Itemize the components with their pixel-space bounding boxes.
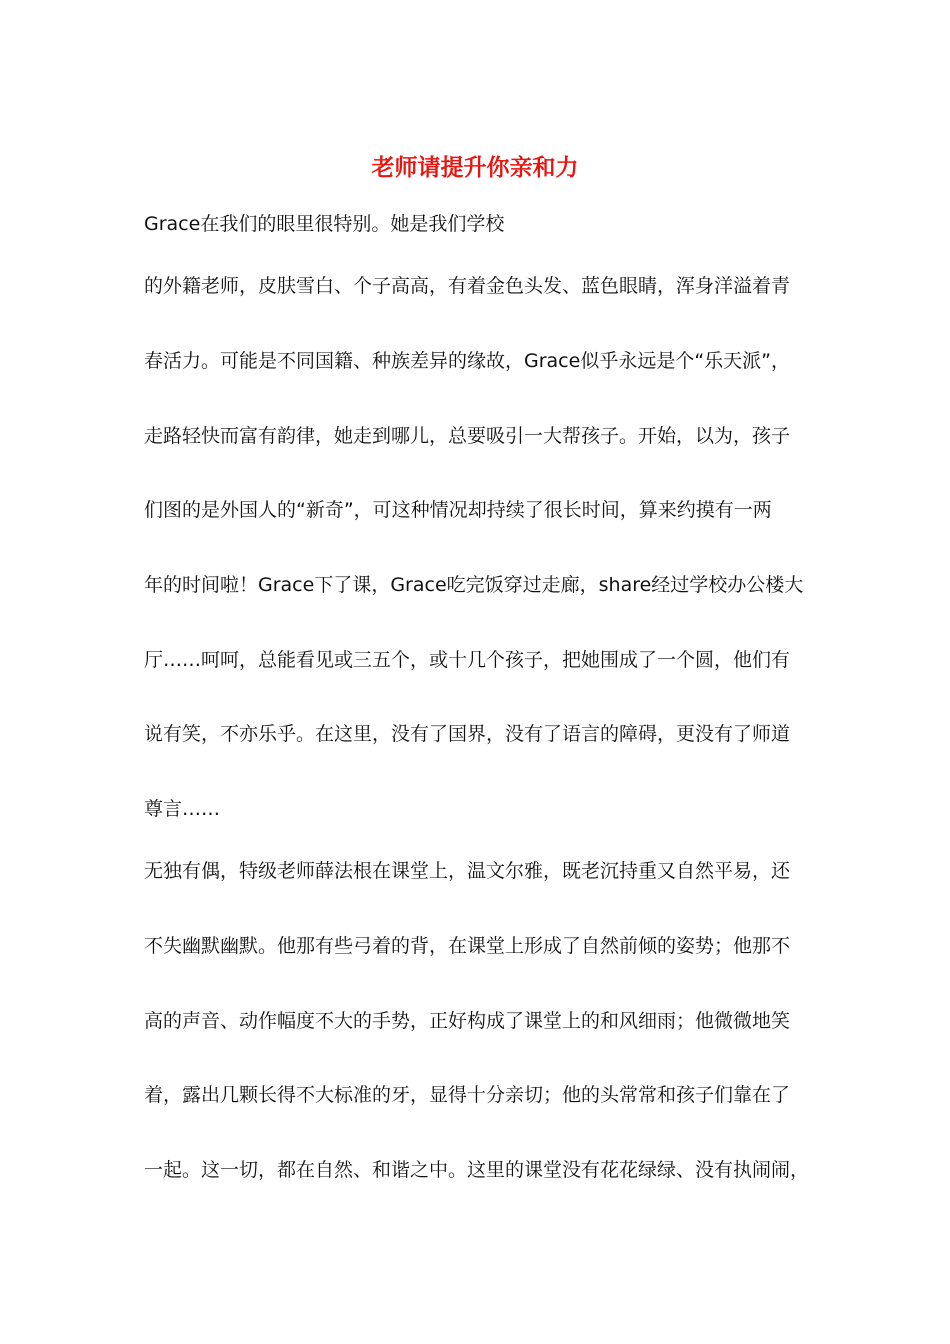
paragraph-line: Grace在我们的眼里很特别。她是我们学校: [144, 213, 505, 235]
paragraph-line: 高的声音、动作幅度不大的手势，正好构成了课堂上的和风细雨；他微微地笑: [144, 1010, 791, 1032]
paragraph-line: 一起。这一切，都在自然、和谐之中。这里的课堂没有花花绿绿、没有执闹闹，: [144, 1159, 810, 1181]
paragraph-line: 年的时间啦！Grace下了课，Grace吃完饭穿过走廊，share经过学校办公楼大: [144, 574, 804, 596]
paragraph-line: 走路轻快而富有韵律，她走到哪儿，总要吸引一大帮孩子。开始，以为，孩子: [144, 425, 791, 447]
paragraph-line: 说有笑，不亦乐乎。在这里，没有了国界，没有了语言的障碍，更没有了师道: [144, 723, 791, 745]
paragraph-line: 无独有偶，特级老师薛法根在课堂上，温文尔雅，既老沉持重又自然平易，还: [144, 860, 791, 882]
paragraph-line: 们图的是外国人的“新奇”，可这种情况却持续了很长时间，算来约摸有一两: [144, 499, 772, 521]
paragraph-line: 尊言……: [144, 798, 221, 820]
paragraph-line: 的外籍老师，皮肤雪白、个子高高，有着金色头发、蓝色眼睛，浑身洋溢着青: [144, 275, 791, 297]
document-title: 老师请提升你亲和力: [371, 154, 579, 181]
paragraph-line: 厅……呵呵，总能看见或三五个，或十几个孩子，把她围成了一个圆，他们有: [144, 649, 791, 671]
paragraph-line: 着，露出几颗长得不大标准的牙，显得十分亲切；他的头常常和孩子们靠在了: [144, 1084, 791, 1106]
paragraph-line: 春活力。可能是不同国籍、种族差异的缘故，Grace似乎永远是个“乐天派”，: [144, 350, 791, 372]
paragraph-line: 不失幽默幽默。他那有些弓着的背，在课堂上形成了自然前倾的姿势；他那不: [144, 935, 791, 957]
